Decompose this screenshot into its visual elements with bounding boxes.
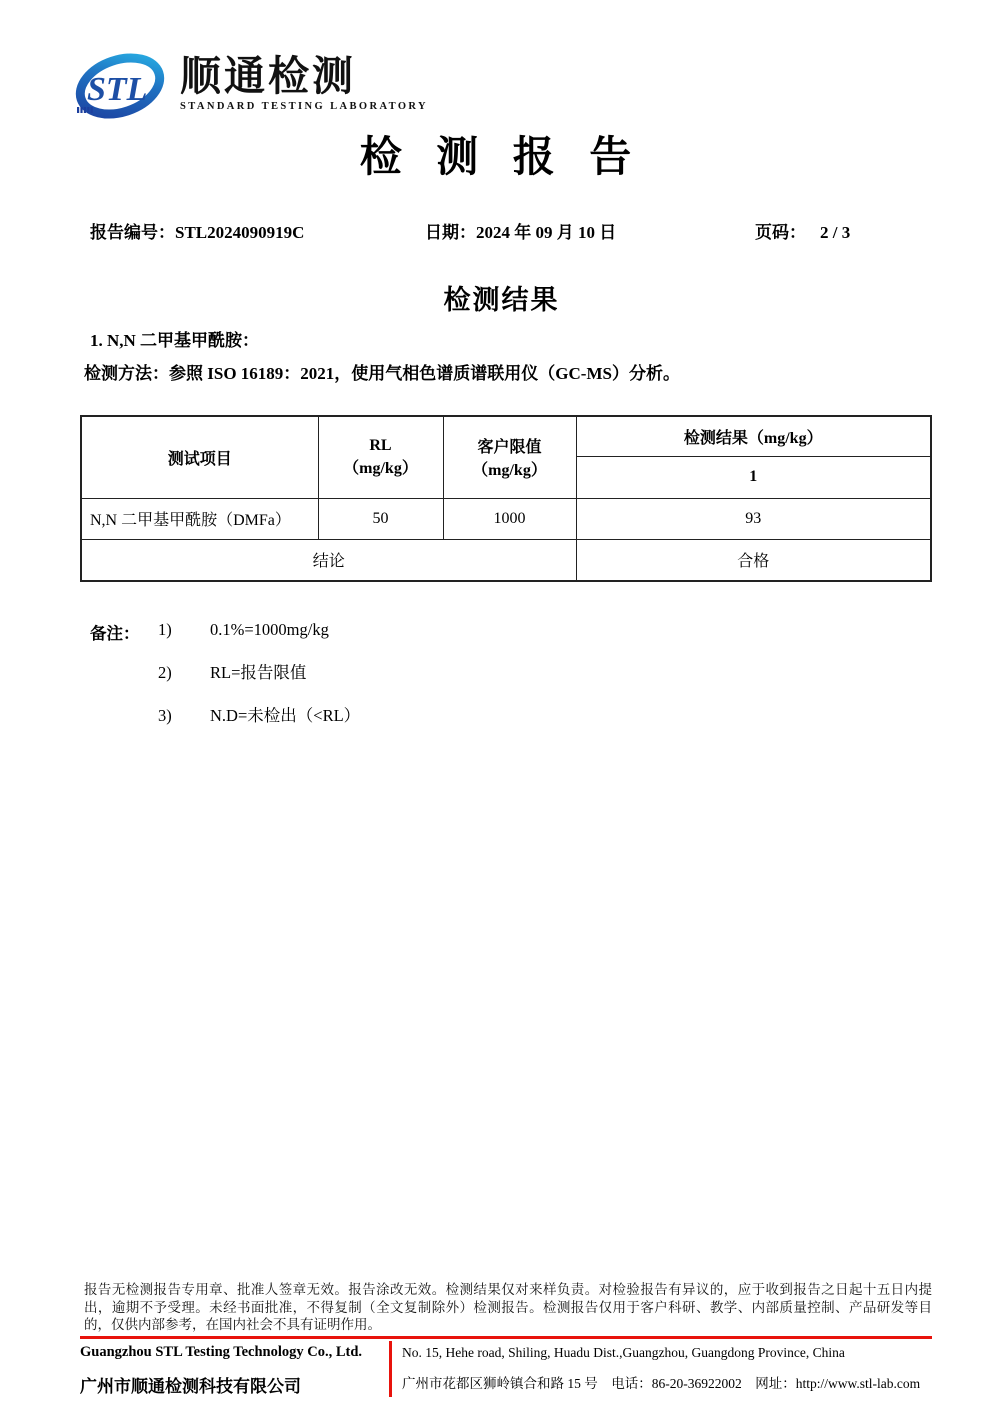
remarks-label: 备注： [90,624,140,643]
conclusion-row [81,539,931,581]
company-names [80,1341,389,1397]
remark-number: 1) [158,620,172,639]
section-heading: 检测结果 [443,285,560,315]
company-address-cn: 广州市花都区狮岭镇合和路 15 号 电话：86-20-36922002 网址：http://www.stl-lab.com [402,1376,921,1391]
col-header-rl [318,416,443,498]
cell-limit: 1000 [443,498,576,539]
remark-number: 2) [158,663,172,682]
company-name-cn: 广州市顺通检测科技有限公司 [80,1377,301,1396]
col-header-test-item: 测试项目 [81,416,318,498]
company-address-en: No. 15, Hehe road, Shiling, Huadu Dist.,Guangzhou, Guangdong Province, China [402,1345,845,1360]
analyte-title: 1. N,N 二甲基甲酰胺： [90,331,260,350]
conclusion-value-cell: 合格 [576,539,931,581]
brand-name-en: STANDARD TESTING LABORATORY [180,101,429,112]
col-header-client-limit-line1: 客户限值 [477,439,542,457]
report-number-label: 报告编号： [90,223,175,242]
stl-logo-icon [70,50,170,124]
company-footer [80,1341,932,1397]
col-header-rl-line1: RL [369,436,392,454]
red-divider-line [80,1336,932,1339]
col-header-client-limit [443,416,576,498]
report-number [90,218,304,243]
list-item [158,706,360,726]
col-header-rl-line2: （mg/kg） [343,459,418,477]
document-title: 检 测 报 告 [359,135,644,181]
table-header-row [81,416,931,456]
svg-text:STL: STL [87,71,148,108]
report-number-value: STL2024090919C [175,223,305,242]
disclaimer-text: 报告无检测报告专用章、批准人签章无效。报告涂改无效。检测结果仅对来样负责。对检验报告有异议的，应于收到报告之日起十五日内提出，逾期不予受理。未经书面批准，不得复制（全文复制除外）检测报告。检测报告仅用于客户科研、教学、内部质量控制、产品研发等目的，仅供内部参考，在国内社会不具有证明作用。 [84,1282,932,1332]
report-date [425,218,616,243]
cell-test-item: N,N 二甲基甲酰胺（DMFa） [81,498,318,539]
remark-text: RL=报告限值 [210,663,307,682]
remark-text: 0.1%=1000mg/kg [210,620,329,639]
remarks-section [90,620,360,749]
remarks-list [158,620,360,749]
brand-name-cn: 顺通检测 [180,53,356,99]
page-number [755,218,850,243]
test-method: 检测方法：参照 ISO 16189：2021，使用气相色谱质谱联用仪（GC-MS）分析。 [84,364,680,383]
sample-number-cell: 1 [576,456,931,498]
page-number-label: 页码： [755,223,806,242]
col-header-result: 检测结果（mg/kg） [576,416,931,456]
cell-rl: 50 [318,498,443,539]
company-address [389,1341,932,1397]
remark-number: 3) [158,706,172,725]
report-date-label: 日期： [425,223,476,242]
cell-result: 93 [576,498,931,539]
conclusion-label-cell: 结论 [81,539,576,581]
list-item [158,620,360,640]
logo [70,50,428,124]
page-number-value: 2 / 3 [820,223,851,242]
remark-text: N.D=未检出（<RL） [210,706,361,725]
list-item [158,663,360,683]
report-date-value: 2024 年 09 月 10 日 [476,223,617,242]
brand-text [180,54,428,112]
results-table [80,415,932,582]
col-header-client-limit-line2: （mg/kg） [472,462,547,480]
table-row [81,498,931,539]
meta-row [0,218,1003,244]
company-name-en: Guangzhou STL Testing Technology Co., Ltd. [80,1344,363,1360]
